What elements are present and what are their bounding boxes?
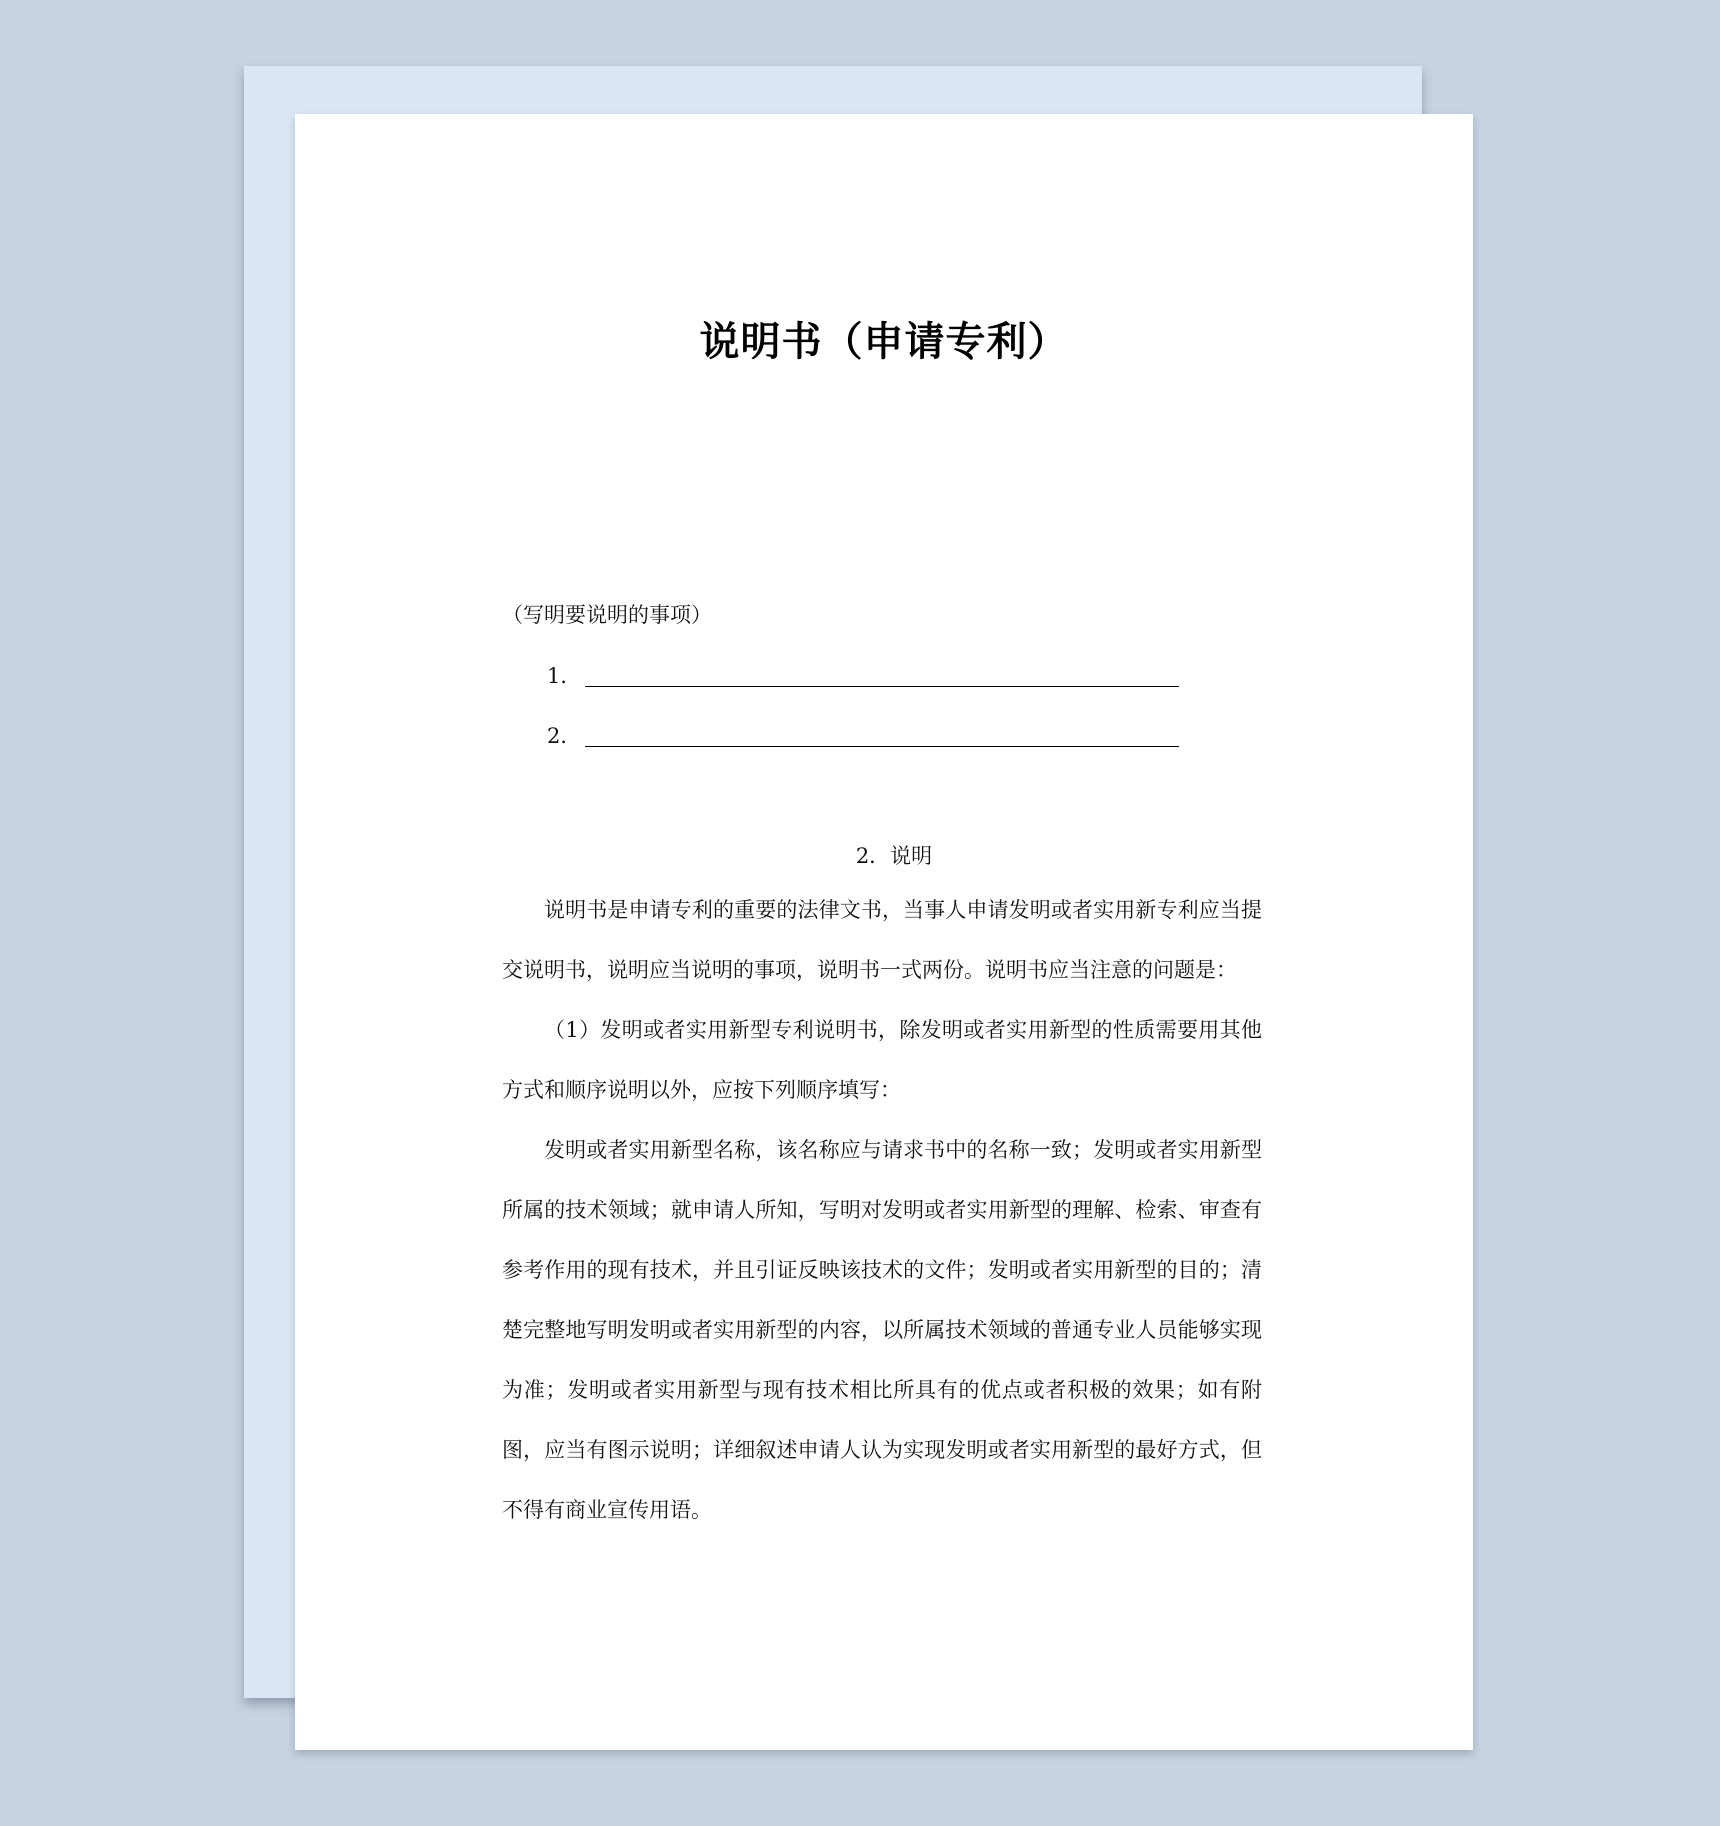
blank-line-number: 2． (547, 724, 582, 748)
paragraph: （1）发明或者实用新型专利说明书，除发明或者实用新型的性质需要用其他方式和顺序说明以外，应按下列顺序填写： (502, 1018, 1262, 1102)
instruction-note: （写明要说明的事项） (502, 603, 712, 627)
body-text (502, 880, 1262, 1540)
blank-line-row-2 (547, 714, 1107, 754)
paragraph: 说明书是申请专利的重要的法律文书，当事人申请发明或者实用新专利应当提交说明书，说明应当说明的事项，说明书一式两份。说明书应当注意的问题是： (502, 898, 1262, 982)
section-heading: 2．说明 (855, 844, 933, 868)
blank-line-row-1 (547, 654, 1107, 694)
paragraph: 发明或者实用新型名称，该名称应与请求书中的名称一致；发明或者实用新型所属的技术领域；就申请人所知，写明对发明或者实用新型的理解、检索、审查有参考作用的现有技术，并且引证反映该技术的文件；发明或者实用新型的目的；清楚完整地写明发明或者实用新型的内容，以所属技术领域的普通专业人员能够实现为准；发明或者实用新型与现有技术相比所具有的优点或者积极的效果；如有附图，应当有图示说明；详细叙述申请人认为实现发明或者实用新型的最好方式，但不得有商业宣传用语。 (502, 1138, 1262, 1522)
document-page (295, 114, 1473, 1750)
fill-in-line[interactable] (585, 746, 1179, 747)
page-title: 说明书（申请专利） (699, 319, 1069, 365)
fill-in-line[interactable] (585, 686, 1179, 687)
blank-line-number: 1． (547, 664, 582, 688)
